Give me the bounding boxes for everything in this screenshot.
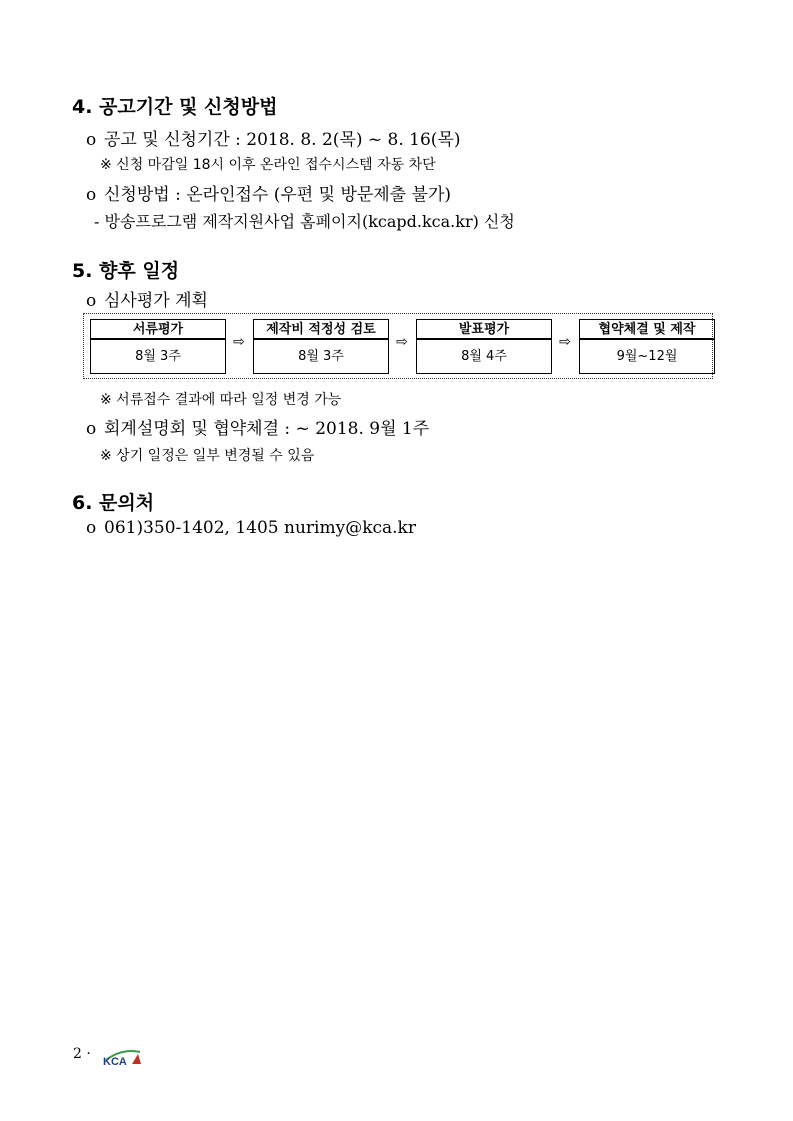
step-title: 서류평가 <box>91 320 225 340</box>
step-title: 제작비 적정성 검토 <box>254 320 388 340</box>
evaluation-schedule-flow <box>83 313 713 379</box>
step-title: 협약체결 및 제작 <box>580 320 714 340</box>
bullet: o <box>86 419 97 439</box>
step-period: 9월~12월 <box>616 349 678 364</box>
schedule-change-note: ※ 서류접수 결과에 따라 일정 변경 가능 <box>100 392 342 408</box>
page-footer <box>73 1046 91 1062</box>
section-5-heading: 5. 향후 일정 <box>72 260 180 282</box>
evaluation-plan-item <box>86 286 208 311</box>
briefing-item <box>86 414 429 439</box>
right-arrow-icon: ⇨ <box>559 334 571 350</box>
bullet: o <box>86 185 97 205</box>
bullet: o <box>86 291 97 311</box>
evaluation-plan-text: 심사평가 계획 <box>104 291 208 311</box>
bullet: o <box>86 518 97 538</box>
application-method-text: 신청방법 : 온라인접수 (우편 및 방문제출 불가) <box>104 185 452 205</box>
schedule-subject-to-change-note: ※ 상기 일정은 일부 변경될 수 있음 <box>100 448 315 464</box>
step-period: 8월 3주 <box>298 349 344 364</box>
application-method-item <box>86 180 451 205</box>
right-arrow-icon: ⇨ <box>396 334 408 350</box>
schedule-step-contract-production <box>579 319 715 374</box>
step-period: 8월 3주 <box>135 349 181 364</box>
deadline-note: ※ 신청 마감일 18시 이후 온라인 접수시스템 자동 차단 <box>100 157 436 173</box>
schedule-step-document-review <box>90 319 226 374</box>
contact-text: 061)350-1402, 1405 nurimy@kca.kr <box>104 518 416 538</box>
schedule-step-cost-review <box>253 319 389 374</box>
application-period-text: 공고 및 신청기간 : 2018. 8. 2(목) ~ 8. 16(목) <box>104 130 461 150</box>
contact-item <box>86 518 416 538</box>
step-title: 발표평가 <box>417 320 551 340</box>
section-6-heading: 6. 문의처 <box>72 492 155 514</box>
homepage-note: - 방송프로그램 제작지원사업 홈페이지(kcapd.kca.kr) 신청 <box>94 212 515 231</box>
schedule-step-presentation <box>416 319 552 374</box>
application-period-item <box>86 125 461 150</box>
kca-logo-text: KCA <box>103 1056 127 1066</box>
kca-logo <box>102 1044 142 1066</box>
bullet: o <box>86 130 97 150</box>
briefing-text: 회계설명회 및 협약체결 : ~ 2018. 9월 1주 <box>104 419 430 439</box>
footer-separator: · <box>86 1046 91 1062</box>
section-4-heading: 4. 공고기간 및 신청방법 <box>72 96 278 118</box>
page-number: 2 <box>73 1046 82 1062</box>
right-arrow-icon: ⇨ <box>233 334 245 350</box>
step-period: 8월 4주 <box>461 349 507 364</box>
